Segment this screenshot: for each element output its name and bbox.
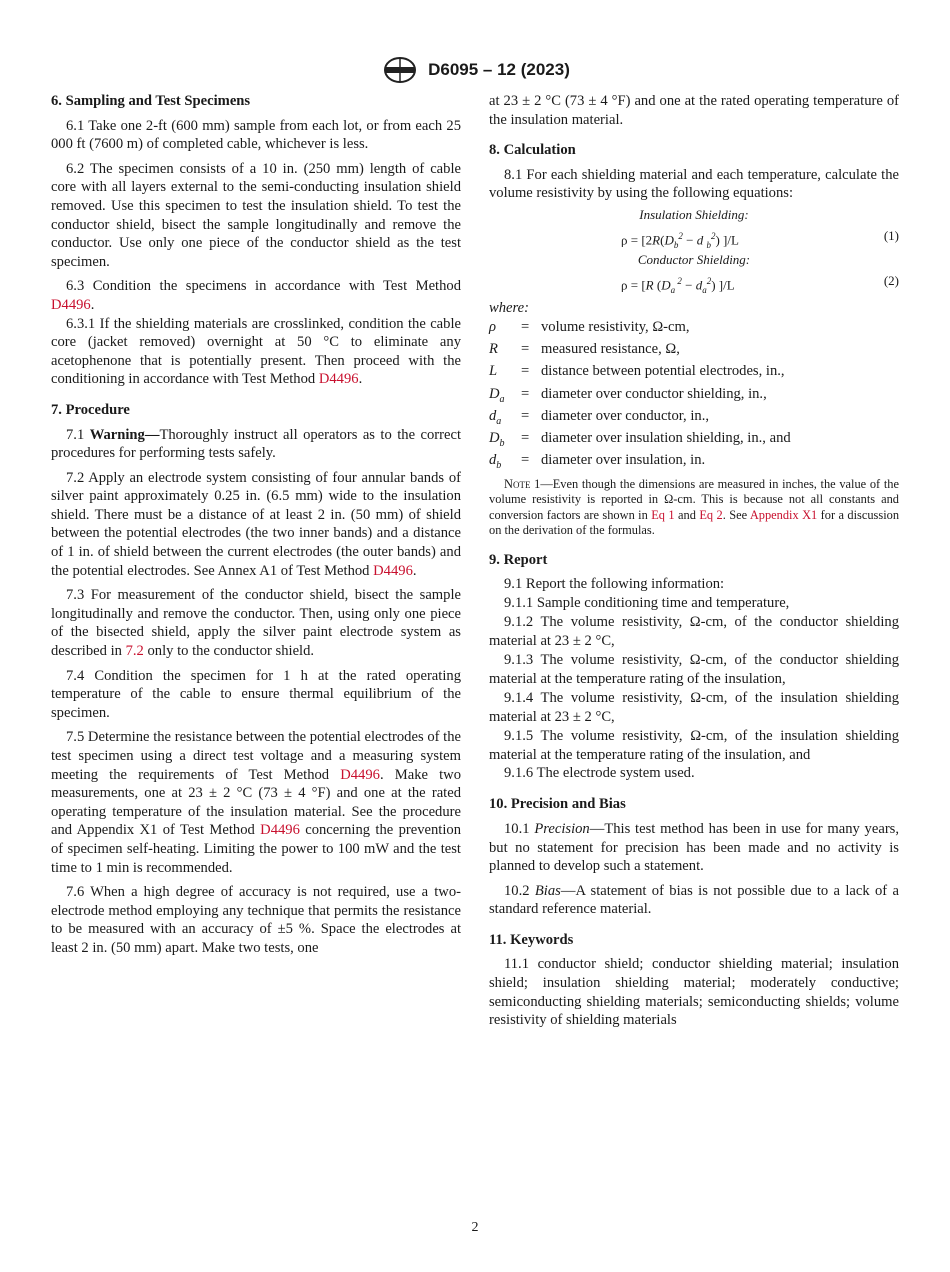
- equation-2: [489, 269, 899, 293]
- section-10-heading: 10. Precision and Bias: [489, 796, 626, 813]
- para-6-2: 6.2 The specimen consists of a 10 in. (250 mm) length of cable core with all layers external to the semi-conducting insulation shield removed. Use this specimen to test the insulation shield. To test the conductor shield, bisect the sample longitudinally and remove the conductor. Use only one piece of the conductor shield as the test specimen.: [51, 160, 461, 270]
- equation-1-formula: $\rho = [2R(D_b^2 - d$ $_b^2$) ]/L: [621, 230, 739, 250]
- variable-row: R = measured resistance, Ω,: [489, 340, 680, 357]
- variable-row: $D_b$ = diameter over insulation shielding, in., and: [489, 430, 791, 450]
- link-d4496[interactable]: D4496: [318, 371, 359, 388]
- link-d4496[interactable]: D4496: [340, 766, 380, 783]
- equation-1-label: Insulation Shielding:: [639, 206, 749, 222]
- link-7-2[interactable]: 7.2: [125, 643, 144, 660]
- para-6-1: 6.1 Take one 2-ft (600 mm) sample from each lot, or from each 25 000 ft (7600 m) of completed cable, whichever is less.: [51, 117, 461, 153]
- para-7-3: 7.3 For measurement of the conductor shield, bisect the sample longitudinally and remove the conductor. Then, using only one piece of the bisected shield, apply the silver paint electrode system as described in 7.2 only to the conductor shield.: [51, 587, 461, 660]
- para-6-3: 6.3 Condition the specimens in accordance with Test Method D4496.: [51, 278, 461, 313]
- report-line: 9.1.2 The volume resistivity, Ω-cm, of the conductor shielding material at 23 ± 2 °C,: [489, 614, 899, 650]
- variable-list: [489, 319, 899, 475]
- left-column: [51, 92, 461, 958]
- page-number: 2: [471, 1220, 479, 1235]
- para-10-2: 10.2 Bias—A statement of bias is not possible due to a lack of a standard reference material.: [489, 882, 899, 918]
- equation-2-label: Conductor Shielding:: [637, 251, 751, 267]
- para-7-5: 7.5 Determine the resistance between the potential electrodes of the test specimen using a direct test voltage and a measuring system meeting the requirements of Test Method D4496. Make two measurements, one at 23 ± 2 °C (73 ± 4 °F) and one at the rated operating temperature of the insulation material. See the procedure and Appendix X1 of Test Method D4496 concerning the prevention of specimen self-heating. Limiting the power to 100 mW and the test time to 1 min is recommended.: [51, 729, 462, 876]
- equation-1-number: (1): [883, 227, 899, 243]
- variable-row: $d_b$ = diameter over insulation, in.: [489, 452, 706, 472]
- variable-row: ρ = volume resistivity, Ω-cm,: [489, 318, 690, 335]
- para-10-1: 10.1 Precision—This test method has been in use for many years, but no statement for precision has been made and no activity is planned to develop such a statement.: [489, 820, 900, 875]
- link-eq-1[interactable]: Eq 1: [651, 507, 675, 522]
- link-appendix-x1[interactable]: Appendix X1: [749, 507, 818, 522]
- link-d4496[interactable]: D4496: [260, 822, 300, 839]
- section-6-heading: 6. Sampling and Test Specimens: [51, 93, 251, 109]
- report-line: 9.1.5 The volume resistivity, Ω-cm, of the insulation shielding material at the temperature rating of the insulation, and: [489, 727, 899, 763]
- page-header: [0, 56, 950, 84]
- standard-designation: D6095 – 12 (2023): [428, 60, 570, 79]
- variable-row: $D_a$ = diameter over conductor shielding, in.,: [489, 385, 767, 405]
- section-11-heading: 11. Keywords: [489, 931, 574, 948]
- section-9-heading: 9. Report: [489, 551, 548, 568]
- variable-row: L = distance between potential electrodes, in.,: [489, 363, 785, 380]
- equation-1: [489, 224, 899, 248]
- equation-2-number: (2): [883, 272, 899, 288]
- para-7-2: 7.2 Apply an electrode system consisting of four annular bands of silver paint approximately 0.25 in. (6.5 mm) wide to the insulation shield. There must be a distance of at least 2 in. (50 mm) of shield between the potential electrodes (the two inner bands) and a distance of 1 in. of shield between the current electrodes (the outer bands) and the potential electrodes. See Annex A1 of Test Method D4496.: [51, 469, 461, 579]
- right-column: [489, 92, 899, 1030]
- report-line: 9.1.4 The volume resistivity, Ω-cm, of the insulation shielding material at 23 ± 2 °C,: [489, 689, 899, 725]
- para-7-6-continued: at 23 ± 2 °C (73 ± 4 °F) and one at the rated operating temperature of the insulation material.: [489, 93, 899, 128]
- report-line: 9.1 Report the following information:: [504, 576, 725, 593]
- section-8-heading: 8. Calculation: [489, 142, 576, 159]
- para-8-1: 8.1 For each shielding material and each temperature, calculate the volume resistivity by using the following equations:: [489, 166, 899, 202]
- link-d4496[interactable]: D4496: [373, 562, 413, 579]
- astm-logo-icon: [380, 56, 420, 84]
- report-line: 9.1.3 The volume resistivity, Ω-cm, of the conductor shielding material at the temperature rating of the insulation,: [489, 651, 899, 687]
- report-line: 9.1.6 The electrode system used.: [504, 765, 695, 782]
- para-7-1: 7.1 Warning—Thoroughly instruct all operators as to the correct procedures for performing tests safely.: [51, 426, 462, 462]
- para-6-3-1: 6.3.1 If the shielding materials are crosslinked, condition the cable core (jacket removed) overnight at 50 °C to eliminate any acetophenone that is potentially present. Then proceed with the conditioning in accordance with Test Method D4496.: [51, 315, 461, 388]
- variable-row: $d_a$ = diameter over conductor, in.,: [489, 407, 709, 427]
- link-eq-2[interactable]: Eq 2: [699, 507, 723, 522]
- note-1: Note 1—Even though the dimensions are measured in inches, the value of the volume resistivity is reported in Ω-cm. This is because not all constants and conversion factors are shown in Eq 1 and Eq 2. See Appendix X1 for a discussion on the derivation of the formulas.: [489, 476, 900, 538]
- equation-2-formula: ρ = [R ($D_a$ $^2 - d_a^2$) ]/L: [621, 275, 735, 295]
- para-11-1: 11.1 conductor shield; conductor shielding material; insulation shield; insulation shielding material; moderately conductive; semiconducting shielding materials; semiconducting shields; volume resistivity of shielding materials: [489, 956, 899, 1029]
- link-d4496[interactable]: D4496: [51, 296, 91, 313]
- para-7-6: 7.6 When a high degree of accuracy is not required, use a two-electrode method employing any technique that permits the resistance to be measured with an accuracy of ±5 %. Space the electrodes at least 2 in. (50 mm) apart. Make two tests, one: [51, 884, 461, 956]
- report-line: 9.1.1 Sample conditioning time and temperature,: [504, 595, 790, 612]
- section-7-heading: 7. Procedure: [51, 401, 130, 418]
- where-label: where:: [489, 299, 529, 316]
- para-7-4: 7.4 Condition the specimen for 1 h at the rated operating temperature of the cable to ensure thermal equilibrium of the specimen.: [51, 667, 461, 721]
